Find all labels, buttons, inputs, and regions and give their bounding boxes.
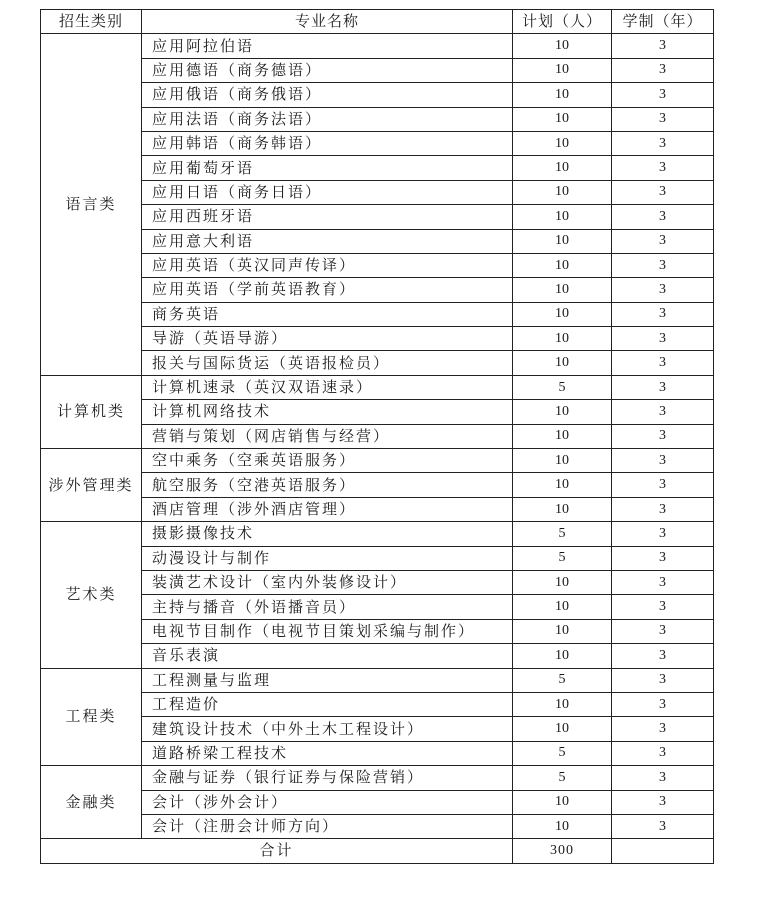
major-name-cell: 应用葡萄牙语 <box>142 156 513 180</box>
table-row <box>41 595 714 619</box>
years-cell: 3 <box>612 400 714 424</box>
table-row <box>41 424 714 448</box>
major-name-cell: 应用韩语（商务韩语） <box>142 131 513 155</box>
table-row <box>41 278 714 302</box>
table-row <box>41 570 714 594</box>
table-row <box>41 180 714 204</box>
table-row <box>41 449 714 473</box>
major-name-cell: 商务英语 <box>142 302 513 326</box>
table-row <box>41 473 714 497</box>
plan-cell: 5 <box>513 522 612 546</box>
table-row <box>41 497 714 521</box>
major-name-cell: 应用俄语（商务俄语） <box>142 83 513 107</box>
plan-cell: 10 <box>513 570 612 594</box>
category-cell: 语言类 <box>41 34 142 375</box>
years-cell: 3 <box>612 34 714 58</box>
category-cell: 计算机类 <box>41 375 142 448</box>
years-cell: 3 <box>612 302 714 326</box>
table-row <box>41 58 714 82</box>
years-cell: 3 <box>612 278 714 302</box>
header-plan: 计划（人） <box>513 10 612 34</box>
major-name-cell: 营销与策划（网店销售与经营） <box>142 424 513 448</box>
major-name-cell: 电视节目制作（电视节目策划采编与制作） <box>142 619 513 643</box>
plan-cell: 10 <box>513 180 612 204</box>
plan-cell: 10 <box>513 790 612 814</box>
plan-cell: 10 <box>513 34 612 58</box>
table-row <box>41 131 714 155</box>
plan-cell: 10 <box>513 205 612 229</box>
total-plan: 300 <box>513 839 612 863</box>
years-cell: 3 <box>612 205 714 229</box>
years-cell: 3 <box>612 351 714 375</box>
header-category: 招生类别 <box>41 10 142 34</box>
table-row <box>41 107 714 131</box>
major-name-cell: 会计（涉外会计） <box>142 790 513 814</box>
plan-cell: 10 <box>513 156 612 180</box>
major-name-cell: 主持与播音（外语播音员） <box>142 595 513 619</box>
years-cell: 3 <box>612 327 714 351</box>
years-cell: 3 <box>612 570 714 594</box>
years-cell: 3 <box>612 692 714 716</box>
major-name-cell: 金融与证券（银行证券与保险营销） <box>142 766 513 790</box>
major-name-cell: 导游（英语导游） <box>142 327 513 351</box>
plan-cell: 10 <box>513 327 612 351</box>
table-row <box>41 766 714 790</box>
plan-cell: 10 <box>513 58 612 82</box>
years-cell: 3 <box>612 546 714 570</box>
plan-cell: 10 <box>513 400 612 424</box>
plan-cell: 10 <box>513 473 612 497</box>
table-row <box>41 522 714 546</box>
major-name-cell: 计算机速录（英汉双语速录） <box>142 375 513 399</box>
table-row <box>41 327 714 351</box>
plan-cell: 5 <box>513 546 612 570</box>
plan-cell: 10 <box>513 302 612 326</box>
plan-cell: 5 <box>513 766 612 790</box>
years-cell: 3 <box>612 229 714 253</box>
years-cell: 3 <box>612 131 714 155</box>
years-cell: 3 <box>612 375 714 399</box>
major-name-cell: 应用英语（英汉同声传译） <box>142 253 513 277</box>
major-name-cell: 应用德语（商务德语） <box>142 58 513 82</box>
enrollment-plan-table <box>40 9 714 864</box>
years-cell: 3 <box>612 717 714 741</box>
major-name-cell: 道路桥梁工程技术 <box>142 741 513 765</box>
major-name-cell: 建筑设计技术（中外土木工程设计） <box>142 717 513 741</box>
table-row <box>41 546 714 570</box>
years-cell: 3 <box>612 180 714 204</box>
table-row <box>41 302 714 326</box>
major-name-cell: 会计（注册会计师方向） <box>142 814 513 838</box>
plan-cell: 5 <box>513 668 612 692</box>
table-row <box>41 717 714 741</box>
table-row <box>41 741 714 765</box>
years-cell: 3 <box>612 107 714 131</box>
table-body <box>41 34 714 839</box>
total-label: 合计 <box>41 839 513 863</box>
years-cell: 3 <box>612 644 714 668</box>
plan-cell: 10 <box>513 497 612 521</box>
major-name-cell: 报关与国际货运（英语报检员） <box>142 351 513 375</box>
years-cell: 3 <box>612 595 714 619</box>
table-row <box>41 644 714 668</box>
years-cell: 3 <box>612 741 714 765</box>
years-cell: 3 <box>612 449 714 473</box>
table-row <box>41 790 714 814</box>
category-cell: 工程类 <box>41 668 142 766</box>
table-row <box>41 351 714 375</box>
plan-cell: 10 <box>513 229 612 253</box>
major-name-cell: 应用阿拉伯语 <box>142 34 513 58</box>
table-row <box>41 619 714 643</box>
table-row <box>41 814 714 838</box>
table-row <box>41 83 714 107</box>
years-cell: 3 <box>612 814 714 838</box>
plan-cell: 10 <box>513 278 612 302</box>
plan-cell: 10 <box>513 595 612 619</box>
major-name-cell: 酒店管理（涉外酒店管理） <box>142 497 513 521</box>
header-years: 学制（年） <box>612 10 714 34</box>
major-name-cell: 应用意大利语 <box>142 229 513 253</box>
table-row <box>41 156 714 180</box>
category-cell: 金融类 <box>41 766 142 839</box>
major-name-cell: 计算机网络技术 <box>142 400 513 424</box>
header-major: 专业名称 <box>142 10 513 34</box>
plan-cell: 10 <box>513 131 612 155</box>
major-name-cell: 应用西班牙语 <box>142 205 513 229</box>
years-cell: 3 <box>612 58 714 82</box>
table-row <box>41 34 714 58</box>
years-cell: 3 <box>612 766 714 790</box>
years-cell: 3 <box>612 156 714 180</box>
years-cell: 3 <box>612 668 714 692</box>
years-cell: 3 <box>612 83 714 107</box>
table-row <box>41 400 714 424</box>
plan-cell: 10 <box>513 424 612 448</box>
category-cell: 涉外管理类 <box>41 449 142 522</box>
plan-cell: 10 <box>513 83 612 107</box>
plan-cell: 10 <box>513 253 612 277</box>
years-cell: 3 <box>612 522 714 546</box>
table-header-row <box>41 10 714 34</box>
plan-cell: 10 <box>513 814 612 838</box>
years-cell: 3 <box>612 473 714 497</box>
total-row <box>41 839 714 863</box>
major-name-cell: 装潢艺术设计（室内外装修设计） <box>142 570 513 594</box>
total-years <box>612 839 714 863</box>
years-cell: 3 <box>612 619 714 643</box>
category-cell: 艺术类 <box>41 522 142 668</box>
years-cell: 3 <box>612 497 714 521</box>
plan-cell: 10 <box>513 692 612 716</box>
years-cell: 3 <box>612 253 714 277</box>
table-row <box>41 692 714 716</box>
major-name-cell: 应用日语（商务日语） <box>142 180 513 204</box>
major-name-cell: 空中乘务（空乘英语服务） <box>142 449 513 473</box>
plan-cell: 10 <box>513 717 612 741</box>
plan-cell: 5 <box>513 741 612 765</box>
major-name-cell: 工程测量与监理 <box>142 668 513 692</box>
plan-cell: 10 <box>513 449 612 473</box>
plan-cell: 10 <box>513 107 612 131</box>
plan-cell: 5 <box>513 375 612 399</box>
major-name-cell: 应用法语（商务法语） <box>142 107 513 131</box>
years-cell: 3 <box>612 790 714 814</box>
years-cell: 3 <box>612 424 714 448</box>
table-row <box>41 668 714 692</box>
major-name-cell: 航空服务（空港英语服务） <box>142 473 513 497</box>
plan-cell: 10 <box>513 351 612 375</box>
major-name-cell: 应用英语（学前英语教育） <box>142 278 513 302</box>
major-name-cell: 音乐表演 <box>142 644 513 668</box>
table-row <box>41 253 714 277</box>
table-row <box>41 205 714 229</box>
major-name-cell: 工程造价 <box>142 692 513 716</box>
table-row <box>41 229 714 253</box>
table-row <box>41 375 714 399</box>
major-name-cell: 摄影摄像技术 <box>142 522 513 546</box>
major-name-cell: 动漫设计与制作 <box>142 546 513 570</box>
plan-cell: 10 <box>513 619 612 643</box>
plan-cell: 10 <box>513 644 612 668</box>
